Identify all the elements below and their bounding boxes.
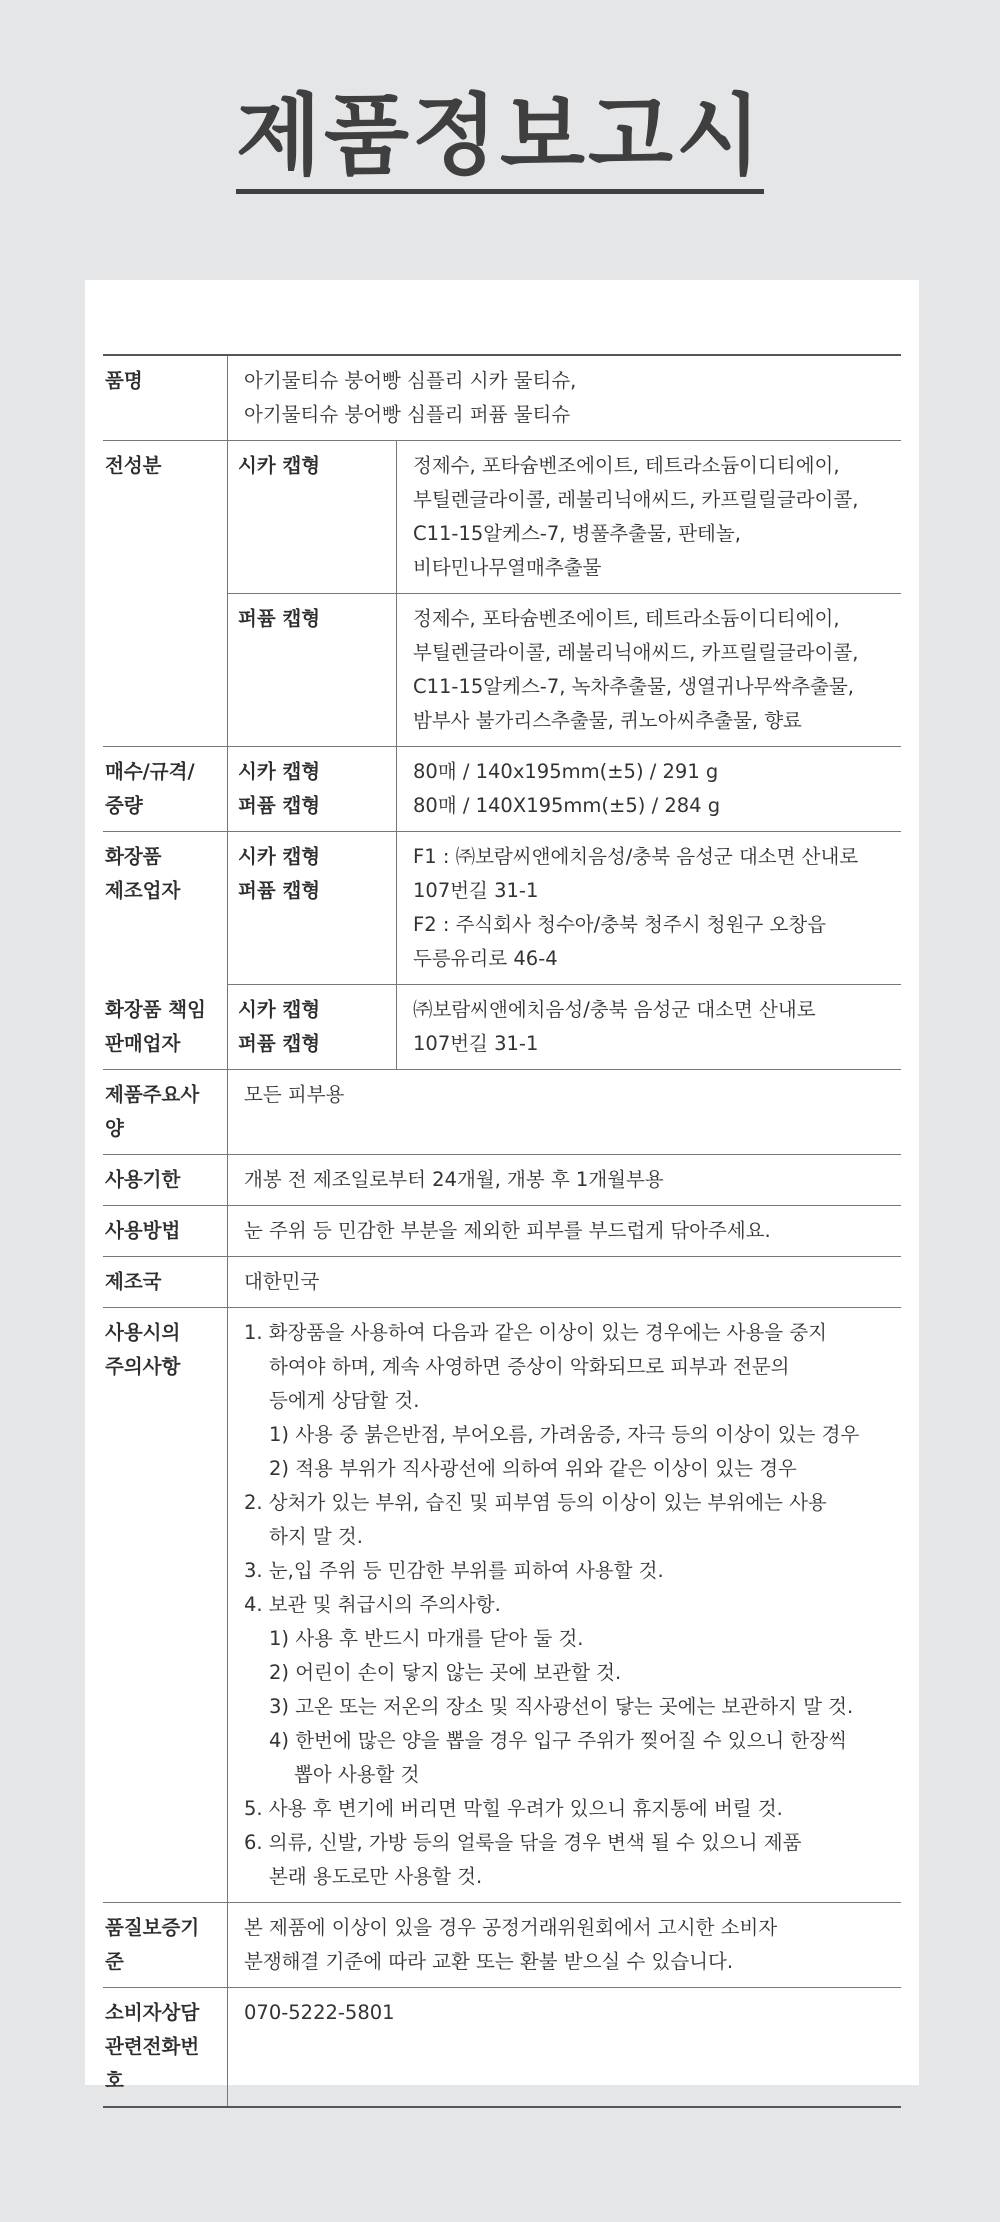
row-contact [103, 1988, 901, 2108]
type-cica: 시카 캡형 [228, 441, 397, 594]
value-spec: 80매 / 140x195mm(±5) / 291 g 80매 / 140X195mm(±5) / 284 g [397, 747, 902, 832]
row-ingredients-cica [103, 441, 901, 594]
value-ingredients-perfume: 정제수, 포타슘벤조에이트, 테트라소듐이디티에이, 부틸렌글라이콜, 레불리닉애씨드, 카프릴릴글라이콜, C11-15알케스-7, 녹차추출물, 생열귀나무싹추출물, 밤부사 불가리스추출물, 퀴노아씨추출물, 향료 [397, 594, 902, 747]
value-ingredients-cica: 정제수, 포타슘벤조에이트, 테트라소듐이디티에이, 부틸렌글라이콜, 레불리닉애씨드, 카프릴릴글라이콜, C11-15알케스-7, 병풀추출물, 판테놀, 비타민나무열매추출물 [397, 441, 902, 594]
label-origin: 제조국 [103, 1257, 228, 1308]
row-usage [103, 1206, 901, 1257]
row-cautions [103, 1308, 901, 1903]
row-manufacturer [103, 832, 901, 985]
info-card [85, 280, 919, 2092]
page-title: 제품정보고시 [0, 88, 1000, 194]
row-warranty [103, 1903, 901, 1988]
label-seller: 화장품 책임 판매업자 [105, 997, 206, 1055]
label-warranty: 품질보증기준 [103, 1903, 228, 1988]
label-expiry: 사용기한 [103, 1155, 228, 1206]
value-origin: 대한민국 [228, 1257, 902, 1308]
types-seller: 시카 캡형 퍼퓸 캡형 [228, 985, 397, 1070]
title-area [0, 0, 1000, 280]
label-manufacturer: 화장품 제조업자 [103, 832, 228, 985]
types-spec: 시카 캡형 퍼퓸 캡형 [228, 747, 397, 832]
value-product-name: 아기물티슈 붕어빵 심플리 시카 물티슈, 아기물티슈 붕어빵 심플리 퍼퓸 물티슈 [228, 355, 902, 441]
label-spec: 매수/규격/ 중량 [103, 747, 228, 832]
row-expiry [103, 1155, 901, 1206]
row-spec [103, 747, 901, 832]
label-cautions: 사용시의 주의사항 [103, 1308, 228, 1903]
value-usage: 눈 주위 등 민감한 부분을 제외한 피부를 부드럽게 닦아주세요. [228, 1206, 902, 1257]
label-usage: 사용방법 [103, 1206, 228, 1257]
row-specs-main [103, 1070, 901, 1155]
label-contact: 소비자상담 관련전화번호 [103, 1988, 228, 2108]
value-specs-main: 모든 피부용 [228, 1070, 902, 1155]
type-perfume: 퍼퓸 캡형 [228, 594, 397, 747]
value-warranty: 본 제품에 이상이 있을 경우 공정거래위원회에서 고시한 소비자 분쟁해결 기준에 따라 교환 또는 환불 받으실 수 있습니다. [228, 1903, 902, 1988]
value-contact: 070-5222-5801 [228, 1988, 902, 2108]
value-expiry: 개봉 전 제조일로부터 24개월, 개봉 후 1개월부용 [228, 1155, 902, 1206]
types-manufacturer: 시카 캡형 퍼퓸 캡형 [228, 832, 397, 985]
row-seller [103, 985, 901, 1070]
label-specs-main: 제품주요사양 [103, 1070, 228, 1155]
value-manufacturer: F1 : ㈜보람씨앤에치음성/충북 음성군 대소면 산내로 107번길 31-1 F2 : 주식회사 청수아/충북 청주시 청원구 오창읍 두릉유리로 46-4 [397, 832, 902, 985]
product-info-table [103, 354, 901, 2108]
row-product-name [103, 355, 901, 441]
row-origin [103, 1257, 901, 1308]
value-seller: ㈜보람씨앤에치음성/충북 음성군 대소면 산내로 107번길 31-1 [397, 985, 902, 1070]
value-cautions: 1. 화장품을 사용하여 다음과 같은 이상이 있는 경우에는 사용을 중지 하여야 하며, 계속 사영하면 증상이 악화되므로 피부과 전문의 등에게 상담할 것. 1) 사용 중 붉은반점, 부어오름, 가려움증, 자극 등의 이상이 있는 경우 2) 적용 부위가 직사광선에 의하여 위와 같은 이상이 있는 경우 2. 상처가 있는 부위, 습진 및 피부염 등의 이상이 있는 부위에는 사용 하지 말 것. 3. 눈,입 주위 등 민감한 부위를 피하여 사용할 것. 4. 보관 및 취급시의 주의사항. 1) 사용 후 반드시 마개를 닫아 둘 것. 2) 어린이 손이 닿지 않는 곳에 보관할 것. 3) 고온 또는 저온의 장소 및 직사광선이 닿는 곳에는 보관하지 말 것. 4) 한번에 많은 양을 뽑을 경우 입구 주위가 찢어질 수 있으니 한장씩 뽑아 사용할 것 5. 사용 후 변기에 버리면 막힐 우려가 있으니 휴지통에 버릴 것. 6. 의류, 신발, 가방 등의 얼룩을 닦을 경우 변색 될 수 있으니 제품 본래 용도로만 사용할 것. [228, 1308, 902, 1903]
label-ingredients: 전성분 [103, 441, 228, 747]
label-product-name: 품명 [103, 355, 228, 441]
